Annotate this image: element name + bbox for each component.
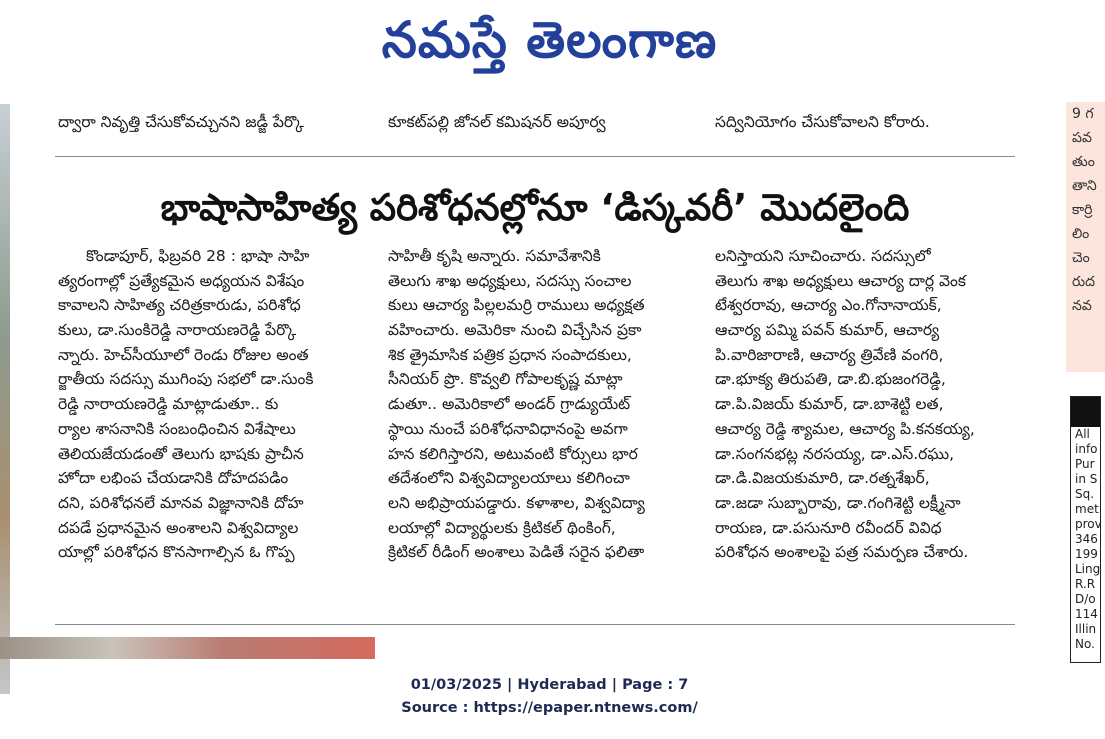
article-line: యాల్లో పరిశోధన కొనసాగాల్సిన ఓ గొప్ప (58, 543, 295, 562)
article-col-3 (715, 244, 1015, 614)
article-line: ర్జాతీయ సదస్సు ముగింపు సభలో డా.సుంకి (58, 370, 314, 389)
notice-line: in S (1075, 472, 1098, 486)
article-line: డా.భూక్య తిరుపతి, డా.బి.భుజంగరెడ్డి, (715, 370, 946, 389)
article-line: తెలుగు శాఖ అధ్యక్షులు ఆచార్య దార్ల వెంక (715, 271, 966, 290)
article-line: ఆచార్య రెడ్డి శ్యామల, ఆచార్య పి.కనకయ్య, (715, 419, 975, 438)
snippet-line: చెం (1072, 250, 1090, 266)
article-line: హన కలిగిస్తారని, అటువంటి కోర్సులు భార (388, 444, 638, 463)
article-line: కులు ఆచార్య పిల్లలమర్రి రాములు అధ్యక్షత (388, 296, 645, 315)
article-headline: భాషాసాహిత్య పరిశోధనల్లోనూ ‘డిస్కవరీ’ మొదలైంది (160, 186, 910, 229)
page-date-info: 01/03/2025 | Hyderabad | Page : 7 (410, 677, 689, 693)
notice-line: met (1075, 502, 1099, 516)
article-bottom-divider (55, 624, 1015, 625)
notice-line: Pur (1075, 457, 1095, 471)
snippet-line: లిం (1072, 226, 1090, 242)
notice-line: 346 (1075, 532, 1098, 546)
notice-line: Sq. (1075, 487, 1095, 501)
photo-fragment-left (0, 104, 10, 694)
article-line: న్నారు. హెచ్‌సీయూలో రెండు రోజుల అంత (58, 345, 309, 364)
article-line: రెడ్డి నారాయణరెడ్డి మాట్లాడుతూ.. కు (58, 395, 279, 414)
source-link[interactable]: Source : https://epaper.ntnews.com/ (401, 700, 698, 716)
newspaper-clipping (0, 84, 1102, 658)
masthead-logo: నమస్తే తెలంగాణ (381, 11, 718, 69)
article-line: తెలుగు శాఖ అధ్యక్షులు, సదస్సు సంచాల (388, 271, 632, 290)
section-divider (55, 156, 1015, 157)
article-col-1 (58, 244, 368, 614)
adjacent-article-snippet (1066, 102, 1105, 372)
notice-line: prov (1075, 517, 1102, 531)
article-line: సీనియర్ ప్రొ. కొవ్వలి గోపాలకృష్ణ మాట్లా (388, 370, 623, 389)
adjacent-notice-snippet (1070, 396, 1101, 663)
article-line: రాయణ, డా.పసునూరి రవీందర్ వివిధ (715, 518, 942, 537)
prev-article-col-3 (715, 86, 1015, 136)
article-line: కొండాపూర్, ఫిబ్రవరి 28 : భాషా సాహి (86, 247, 310, 265)
notice-line: D/o (1075, 592, 1096, 606)
notice-line: Illin (1075, 622, 1097, 636)
snippet-line: నవ (1072, 298, 1092, 314)
article-line: లయాల్లో విద్యార్థులకు క్రిటికల్ థింకింగ్, (388, 518, 616, 537)
notice-line: 114 (1075, 607, 1098, 621)
notice-line: 199 (1075, 547, 1098, 561)
article-line: డా.డి.విజయకుమారి, డా.రత్నశేఖర్, (715, 469, 930, 488)
article-line: ర్యాల శాసనానికి సంబంధించిన విశేషాలు (58, 419, 296, 438)
snippet-line: 9 గ (1072, 106, 1094, 122)
notice-line: info (1075, 442, 1098, 456)
article-line: దని, పరిశోధనలే మానవ విజ్ఞానానికి దోహ (58, 493, 304, 512)
article-line: లనిస్తాయని సూచించారు. సదస్సులో (715, 247, 931, 265)
snippet-line: కార్రి (1072, 202, 1093, 218)
prev-line: ద్వారా నివృత్తి చేసుకోవచ్చునని జడ్జీ పేర్కొ (58, 113, 304, 131)
snippet-line: పవ (1072, 130, 1092, 146)
article-line: స్థాయి నుంచే పరిశోధనావిధానంపై అవగా (388, 419, 628, 438)
notice-line: Ling (1075, 562, 1101, 576)
snippet-line: తుం (1072, 154, 1095, 170)
article-line: హోదా లభింప చేయడానికి దోహదపడిం (58, 469, 289, 488)
prev-article-col-1 (58, 86, 363, 136)
notice-line: All (1075, 427, 1090, 441)
article-line: కులు, డా.సుంకిరెడ్డి నారాయణరెడ్డి పేర్కొ (58, 321, 297, 340)
notice-line: R.R (1075, 577, 1096, 591)
article-line: డా.జడా సుబ్బారావు, డా.గంగిశెట్టి లక్ష్మీనా (715, 493, 961, 512)
article-line: శిక త్రైమాసిక పత్రిక ప్రధాన సంపాదకులు, (388, 345, 632, 364)
article-line: కావాలని సాహిత్య చరిత్రకారుడు, పరిశోధ (58, 296, 301, 315)
article-line: ఆచార్య పమ్మి పవన్ కుమార్, ఆచార్య (715, 321, 940, 340)
article-line: డా.సంగనభట్ల నరసయ్య, డా.ఎస్.రఘు, (715, 444, 955, 463)
article-line: సాహితీ కృషి అన్నారు. సమావేశానికి (388, 247, 601, 265)
article-line: పరిశోధన అంశాలపై పత్ర సమర్పణ చేశారు. (715, 543, 969, 562)
snippet-line: రుద (1072, 274, 1096, 290)
article-line: దపడే ప్రధానమైన అంశాలని విశ్వవిద్యాల (58, 518, 299, 537)
notice-header-bar (1071, 397, 1100, 427)
notice-line: No. (1075, 637, 1095, 651)
snippet-line: తాని (1072, 178, 1097, 194)
article-line: వహించారు. అమెరికా నుంచి విచ్చేసిన ప్రకా (388, 321, 642, 340)
prev-line: కూకట్‌పల్లి జోనల్ కమిషనర్ అపూర్వ (388, 113, 606, 131)
article-line: డుతూ.. అమెరికాలో అండర్ గ్రాడ్యుయేట్ (388, 395, 631, 414)
prev-line: సద్వినియోగం చేసుకోవాలని కోరారు. (715, 113, 930, 131)
article-line: పి.వారిజారాణి, ఆచార్య త్రివేణి వంగరి, (715, 345, 944, 364)
photo-fragment-bottom (0, 637, 375, 659)
article-line: లని అభిప్రాయపడ్డారు. కళాశాల, విశ్వవిద్యా (388, 493, 645, 512)
article-line: తదేశంలోని విశ్వవిద్యాలయాలు కలిగించా (388, 469, 630, 488)
article-line: డా.పి.విజయ్ కుమార్, డా.బాశెట్టి లత, (715, 395, 944, 414)
article-line: తెలియజేయడంతో తెలుగు భాషకు ప్రాచీన (58, 444, 304, 463)
prev-article-col-2 (388, 86, 693, 136)
article-line: టేశ్వరరావు, ఆచార్య ఎం.గోనానాయక్, (715, 296, 942, 315)
article-line: క్రిటికల్ రీడింగ్ అంశాలు పెడితే సరైన ఫలితా (388, 543, 645, 562)
article-col-2 (388, 244, 693, 614)
article-line: త్యరంగాల్లో ప్రత్యేకమైన అధ్యయన విశేషం (58, 271, 305, 290)
